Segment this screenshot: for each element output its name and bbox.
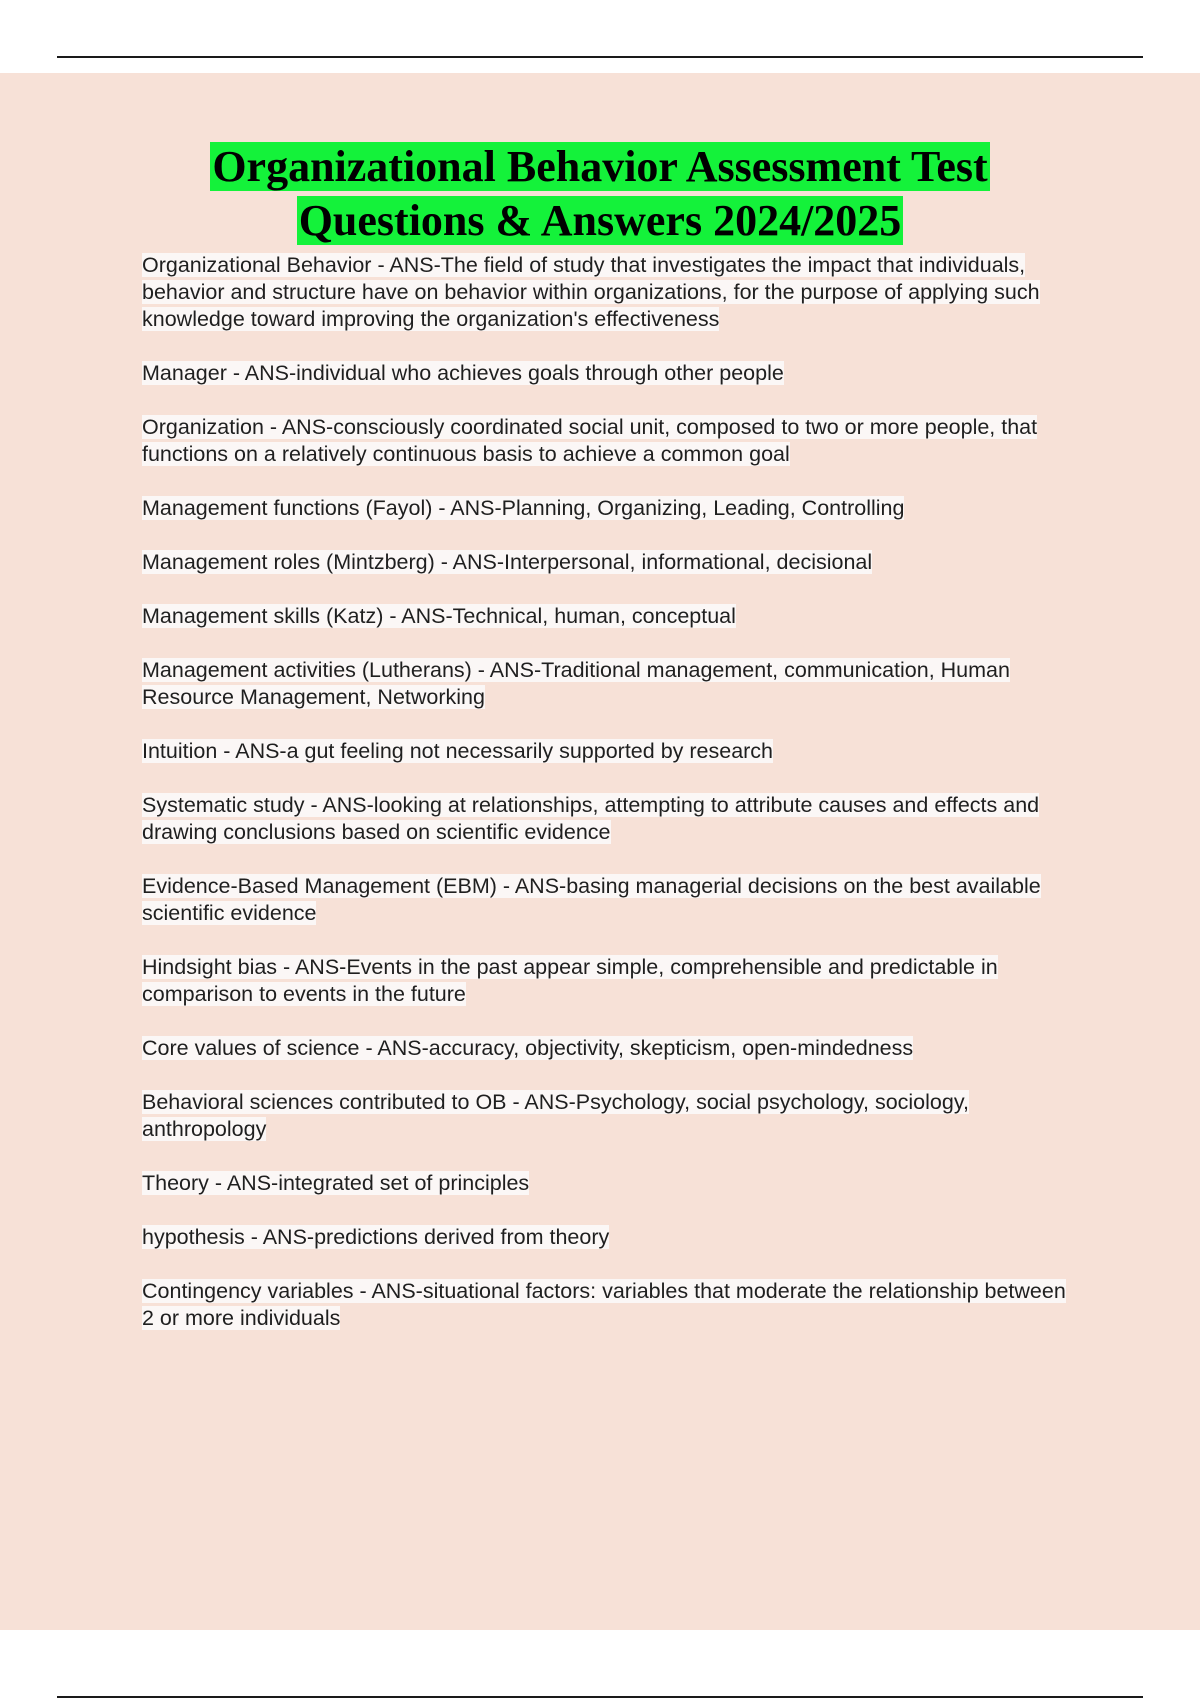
- qa-entry: [142, 360, 1082, 387]
- qa-entry-text: Contingency variables - ANS-situational factors: variables that moderate the relationship between 2 or more individuals: [142, 1279, 1066, 1330]
- top-rule: [57, 56, 1143, 58]
- qa-entry-text: Hindsight bias - ANS-Events in the past appear simple, comprehensible and predictable in comparison to events in the future: [142, 955, 998, 1006]
- qa-entry: [142, 1224, 1082, 1251]
- qa-entry: [142, 792, 1082, 846]
- qa-entry-text: Organizational Behavior - ANS-The field of study that investigates the impact that individuals, behavior and structure have on behavior within organizations, for the purpose of applying such knowledge toward improving the organization's effectiveness: [142, 253, 1040, 331]
- qa-entry: [142, 1089, 1082, 1143]
- qa-entry-text: Systematic study - ANS-looking at relationships, attempting to attribute causes and effects and drawing conclusions based on scientific evidence: [142, 793, 1040, 844]
- qa-entry: [142, 549, 1082, 576]
- qa-entry-text: Evidence-Based Management (EBM) - ANS-basing managerial decisions on the best available scientific evidence: [142, 874, 1041, 925]
- qa-list: [142, 252, 1082, 1359]
- bottom-rule: [57, 1696, 1143, 1698]
- qa-entry: [142, 495, 1082, 522]
- qa-entry-text: hypothesis - ANS-predictions derived from theory: [142, 1225, 610, 1249]
- qa-entry-text: Manager - ANS-individual who achieves goals through other people: [142, 361, 784, 385]
- qa-entry-text: Organization - ANS-consciously coordinated social unit, composed to two or more people, that functions on a relatively continuous basis to achieve a common goal: [142, 415, 1038, 466]
- qa-entry-text: Core values of science - ANS-accuracy, objectivity, skepticism, open-mindedness: [142, 1036, 914, 1060]
- title-line-2: Questions & Answers 2024/2025: [298, 196, 902, 245]
- qa-entry-text: Intuition - ANS-a gut feeling not necessarily supported by research: [142, 739, 774, 763]
- qa-entry: [142, 1170, 1082, 1197]
- qa-entry: [142, 603, 1082, 630]
- qa-entry: [142, 414, 1082, 468]
- title-line-1: Organizational Behavior Assessment Test: [212, 142, 988, 191]
- qa-entry: [142, 657, 1082, 711]
- qa-entry-text: Theory - ANS-integrated set of principles: [142, 1171, 530, 1195]
- qa-entry: [142, 738, 1082, 765]
- qa-entry: [142, 1278, 1082, 1332]
- qa-entry-text: Management skills (Katz) - ANS-Technical, human, conceptual: [142, 604, 736, 628]
- qa-entry-text: Management functions (Fayol) - ANS-Planning, Organizing, Leading, Controlling: [142, 496, 905, 520]
- qa-entry: [142, 1035, 1082, 1062]
- qa-entry: [142, 252, 1082, 333]
- qa-entry: [142, 873, 1082, 927]
- qa-entry-text: Behavioral sciences contributed to OB - ANS-Psychology, social psychology, sociology, anthropology: [142, 1090, 969, 1141]
- qa-entry: [142, 954, 1082, 1008]
- document-title: [0, 140, 1200, 248]
- qa-entry-text: Management activities (Lutherans) - ANS-Traditional management, communication, Human Resource Management, Networking: [142, 658, 1010, 709]
- qa-entry-text: Management roles (Mintzberg) - ANS-Interpersonal, informational, decisional: [142, 550, 873, 574]
